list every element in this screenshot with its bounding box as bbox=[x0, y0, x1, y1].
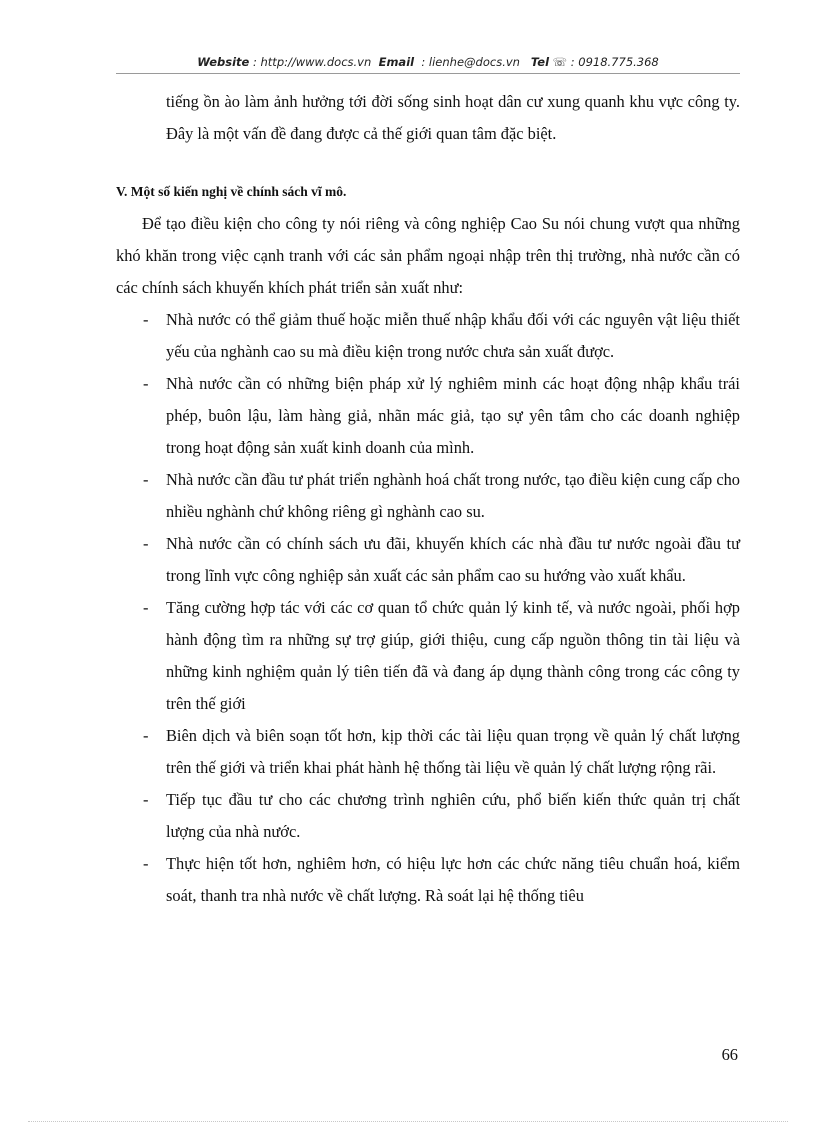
bullet-dash: - bbox=[143, 598, 149, 617]
list-item bbox=[116, 848, 740, 912]
recommendation-list bbox=[116, 304, 740, 912]
list-item bbox=[116, 592, 740, 720]
tel-value: : 0918.775.368 bbox=[570, 55, 659, 69]
list-item-text: Thực hiện tốt hơn, nghiêm hơn, có hiệu lực hơn các chức năng tiêu chuẩn hoá, kiểm soát, thanh tra nhà nước về chất lượng. Rà soát lại hệ thống tiêu bbox=[166, 854, 740, 905]
footer-rule bbox=[28, 1121, 788, 1122]
bullet-dash: - bbox=[143, 534, 149, 553]
list-item bbox=[116, 464, 740, 528]
tel-label: Tel bbox=[530, 55, 550, 69]
list-item-text: Biên dịch và biên soạn tốt hơn, kịp thời các tài liệu quan trọng về quản lý chất lượng trên thế giới và triển khai phát hành hệ thống tài liệu về quản lý chất lượng rộng rãi. bbox=[166, 726, 740, 777]
list-item bbox=[116, 784, 740, 848]
bullet-dash: - bbox=[143, 790, 149, 809]
bullet-dash: - bbox=[143, 310, 149, 329]
page-number: 66 bbox=[721, 1045, 738, 1064]
continued-paragraph: tiếng ồn ào làm ảnh hưởng tới đời sống sinh hoạt dân cư xung quanh khu vực công ty. Đây là một vấn đề đang được cả thế giới quan tâm đặc biệt. bbox=[166, 92, 740, 143]
bullet-dash: - bbox=[143, 374, 149, 393]
list-item-text: Nhà nước cần đầu tư phát triển nghành hoá chất trong nước, tạo điều kiện cung cấp cho nhiều nghành chứ không riêng gì nghành cao su. bbox=[166, 470, 740, 521]
page-header bbox=[116, 55, 740, 75]
bullet-dash: - bbox=[143, 470, 149, 489]
email-value: : lienhe@docs.vn bbox=[421, 55, 520, 69]
list-item-text: Tăng cường hợp tác với các cơ quan tổ chức quản lý kinh tế, và nước ngoài, phối hợp hành động tìm ra những sự trợ giúp, giới thiệu, cung cấp nguồn thông tin tài liệu và những kinh nghiệm quản lý tiên tiến đã và đang áp dụng thành công trong các công ty trên thế giới bbox=[166, 598, 740, 713]
list-item bbox=[116, 304, 740, 368]
list-item-text: Tiếp tục đầu tư cho các chương trình nghiên cứu, phổ biến kiến thức quản trị chất lượng của nhà nước. bbox=[166, 790, 740, 841]
list-item bbox=[116, 528, 740, 592]
list-item-text: Nhà nước cần có chính sách ưu đãi, khuyến khích các nhà đầu tư nước ngoài đầu tư trong lĩnh vực công nghiệp sản xuất các sản phẩm cao su hướng vào xuất khẩu. bbox=[166, 534, 740, 585]
bullet-dash: - bbox=[143, 726, 149, 745]
list-item bbox=[116, 368, 740, 464]
list-item-text: Nhà nước có thể giảm thuế hoặc miễn thuế nhập khẩu đối với các nguyên vật liệu thiết yếu của nghành cao su mà điều kiện trong nước chưa sản xuất được. bbox=[166, 310, 740, 361]
document-body bbox=[116, 86, 740, 912]
list-item-text: Nhà nước cần có những biện pháp xử lý nghiêm minh các hoạt động nhập khẩu trái phép, buôn lậu, làm hàng giả, nhãn mác giả, tạo sự yên tâm cho các doanh nghiệp trong hoạt động sản xuất kinh doanh của mình. bbox=[166, 374, 740, 457]
intro-paragraph: Để tạo điều kiện cho công ty nói riêng và công nghiệp Cao Su nói chung vượt qua những khó khăn trong việc cạnh tranh với các sản phẩm ngoại nhập trên thị trường, nhà nước cần có các chính sách khuyến khích phát triển sản xuất như: bbox=[116, 214, 740, 297]
email-label: Email bbox=[378, 55, 415, 69]
section-heading: V. Một số kiến nghị về chính sách vĩ mô. bbox=[116, 184, 347, 199]
bullet-dash: - bbox=[143, 854, 149, 873]
header-rule bbox=[116, 73, 740, 74]
list-item bbox=[116, 720, 740, 784]
website-label: Website bbox=[197, 55, 250, 69]
website-value: : http://www.docs.vn bbox=[252, 55, 372, 69]
phone-icon: ☏ bbox=[552, 55, 568, 69]
